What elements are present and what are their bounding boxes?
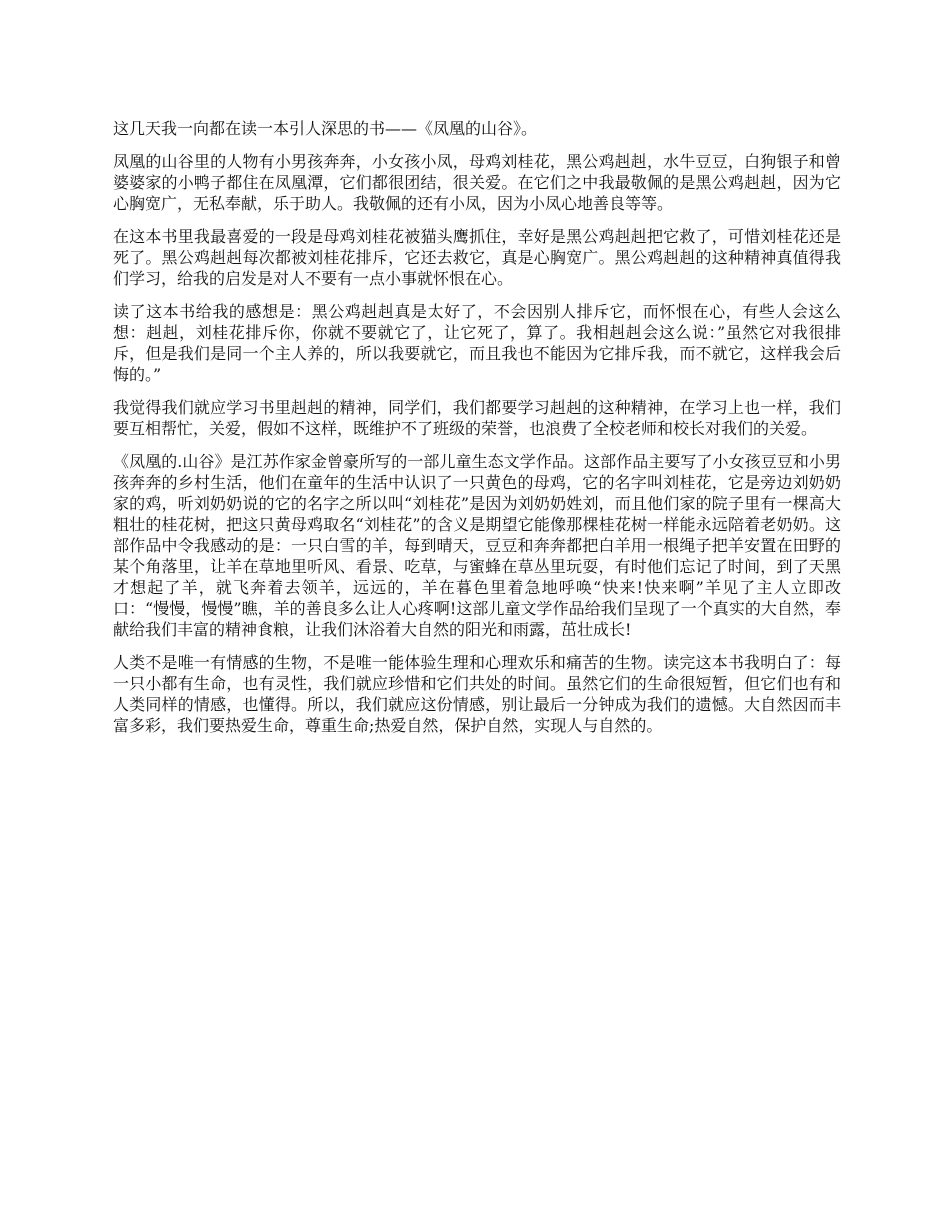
- paragraph-lesson: 我觉得我们就应学习书里赳赳的精神，同学们，我们都要学习赳赳的这种精神，在学习上也一样，我们要互相帮忙，关爱，假如不这样，既维护不了班级的荣誉，也浪费了全校老师和校长对我们的关爱。: [113, 398, 841, 438]
- paragraph-conclusion: 人类不是唯一有情感的生物，不是唯一能体验生理和心理欢乐和痛苦的生物。读完这本书我明白了：每一只小都有生命，也有灵性，我们就应珍惜和它们共处的时间。虽然它们的生命很短暂，但它们也有和人类同样的情感，也懂得。所以，我们就应这份情感，别让最后一分钟成为我们的遗憾。大自然因而丰富多彩，我们要热爱生命，尊重生命;热爱自然，保护自然，实现人与自然的。: [113, 653, 841, 735]
- document-body: [113, 118, 841, 748]
- paragraph-favorite-part: 在这本书里我最喜爱的一段是母鸡刘桂花被猫头鹰抓住，幸好是黑公鸡赳赳把它救了，可惜刘桂花还是死了。黑公鸡赳赳每次都被刘桂花排斥，它还去救它，真是心胸宽广。黑公鸡赳赳的这种精神真值得我们学习，给我的启发是对人不要有一点小事就怀恨在心。: [113, 227, 841, 288]
- paragraph-intro: 这几天我一向都在读一本引人深思的书——《凤凰的山谷》。: [113, 119, 538, 138]
- paragraph-book-summary: 《凤凰的.山谷》是江苏作家金曾豪所写的一部儿童生态文学作品。这部作品主要写了小女孩豆豆和小男孩奔奔的乡村生活，他们在童年的生活中认识了一只黄色的母鸡，它的名字叫刘桂花，它是旁边刘奶奶家的鸡，听刘奶奶说的它的名字之所以叫“刘桂花”是因为刘奶奶姓刘，而且他们家的院子里有一棵高大粗壮的桂花树，把这只黄母鸡取名“刘桂花”的含义是期望它能像那棵桂花树一样能永远陪着老奶奶。这部作品中令我感动的是：一只白雪的羊，每到晴天，豆豆和奔奔都把白羊用一根绳子把羊安置在田野的某个角落里，让羊在草地里听风、看景、吃草，与蜜蜂在草丛里玩耍，有时他们忘记了时间，到了天黑才想起了羊，就飞奔着去领羊，远远的，羊在暮色里着急地呼唤“快来!快来啊”羊见了主人立即改口：“慢慢，慢慢”瞧，羊的善良多么让人心疼啊!这部儿童文学作品给我们呈现了一个真实的大自然，奉献给我们丰富的精神食粮，让我们沐浴着大自然的阳光和雨露，茁壮成长!: [113, 452, 841, 639]
- paragraph-characters: 凤凰的山谷里的人物有小男孩奔奔，小女孩小凤，母鸡刘桂花，黑公鸡赳赳，水牛豆豆，白狗银子和曾婆婆家的小鸭子都住在凤凰潭，它们都很团结，很关爱。在它们之中我最敬佩的是黑公鸡赳赳，因为它心胸宽广，无私奉献，乐于助人。我敬佩的还有小凤，因为小凤心地善良等等。: [113, 152, 841, 213]
- paragraph-reflection: 读了这本书给我的感想是：黑公鸡赳赳真是太好了，不会因别人排斥它，而怀恨在心，有些人会这么想：赳赳，刘桂花排斥你，你就不要就它了，让它死了，算了。我相赳赳会这么说：”虽然它对我很排斥，但是我们是同一个主人养的，所以我要就它，而且我也不能因为它排斥我，而不就它，这样我会后悔的。”: [113, 302, 841, 384]
